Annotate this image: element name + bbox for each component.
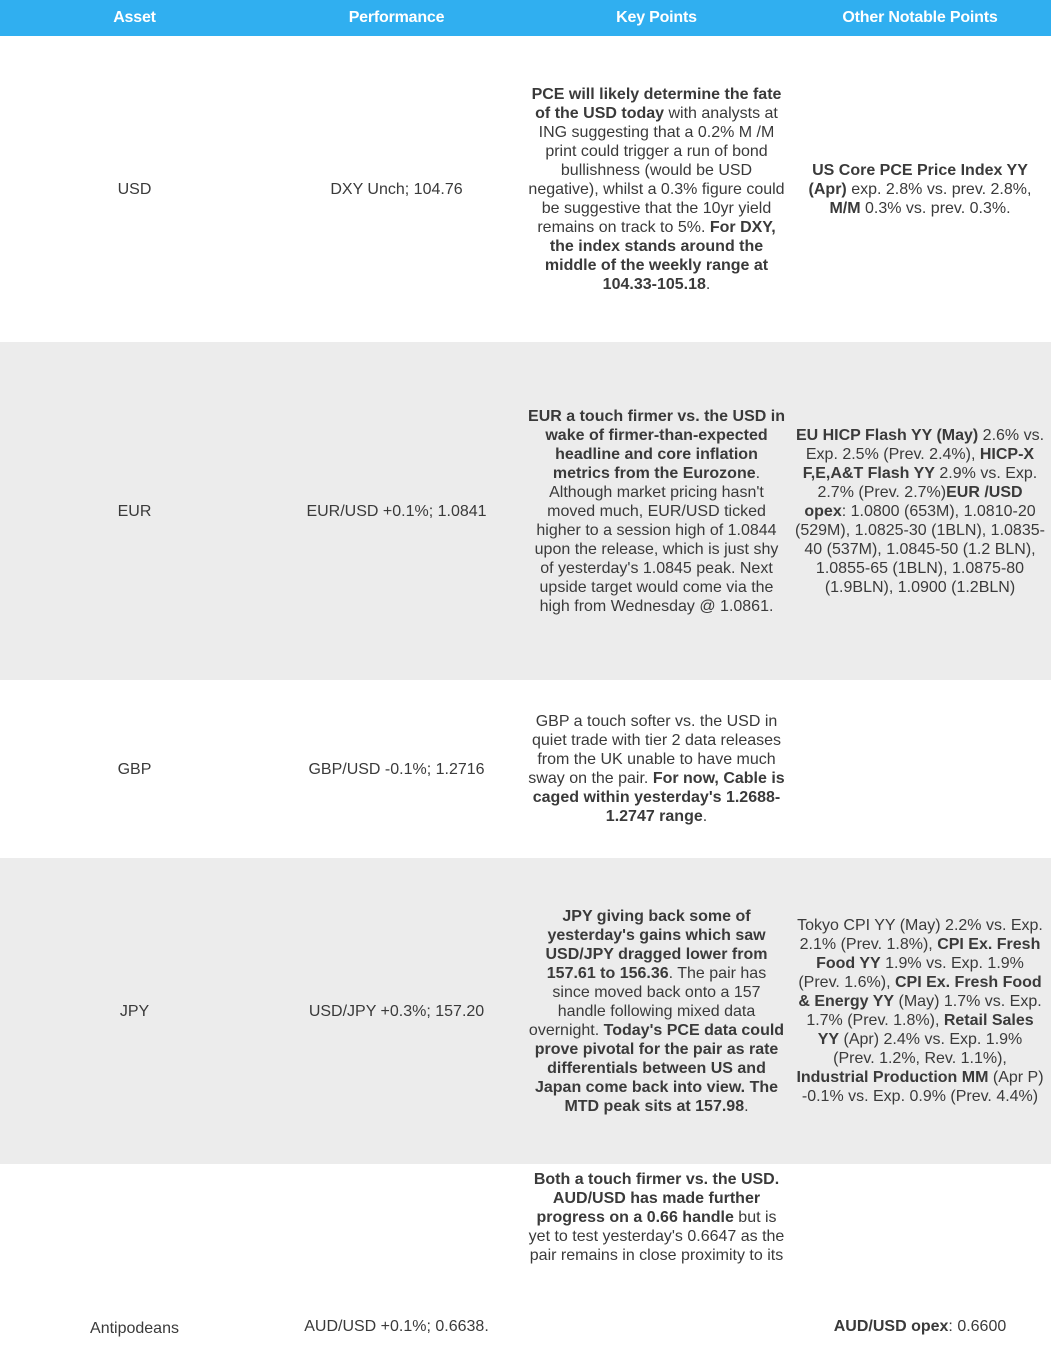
- bold-text-run: EUR /USD opex: [804, 483, 1023, 520]
- bold-text-run: Today's PCE data could prove pivotal for the pair as rate differentials between US and Japan come back into view. The MTD peak sits at 157.98: [534, 1021, 785, 1115]
- text-run: (Apr P) -0.1% vs. Exp. 0.9% (Prev. 4.4%): [801, 1069, 1044, 1105]
- text-run: 1.9% vs. Exp. 1.9% (Prev. 1.6%),: [798, 955, 1024, 991]
- asset-cell: Antipodeans: [90, 1320, 179, 1337]
- text-run: : 1.0800 (653M), 1.0810-20 (529M), 1.0825-30 (1BLN), 1.0835-40 (537M), 1.0845-50 (1.2 BLN), 1.0855-65 (1BLN), 1.0875-80 (1.9BLN), 1.0900 (1.2BLN): [795, 502, 1045, 596]
- text-run: 2.6% vs. Exp. 2.5% (Prev. 2.4%),: [805, 426, 1045, 463]
- performance-cell: GBP/USD -0.1%; 1.2716: [308, 760, 485, 778]
- text-run: GBP a touch softer vs. the USD in quiet trade with tier 2 data releases from the UK unable to have much sway on the pair.: [528, 713, 782, 787]
- bold-text-run: HICP-X F,E,A&T Flash YY: [802, 445, 1035, 482]
- bold-text-run: CPI Ex. Fresh Food YY: [816, 936, 1041, 972]
- text-run: Tokyo CPI YY (May) 2.2% vs. Exp. 2.1% (Prev. 1.8%),: [797, 917, 1043, 953]
- header-other-notable-points: Other Notable Points: [842, 9, 998, 26]
- other-points-cell: [789, 341, 1051, 681]
- table-header: [0, 0, 1051, 37]
- text-run: .: [702, 808, 708, 825]
- text-run: .: [744, 1097, 749, 1115]
- table-row-eur: [0, 341, 1051, 681]
- table-row-antipodeans: [0, 1165, 1051, 1348]
- key-points-cell: [524, 857, 789, 1165]
- performance-cell: AUD/USD +0.1%; 0.6638.: [304, 1318, 489, 1335]
- bold-text-run: Retail Sales YY: [817, 1012, 1034, 1048]
- asset-cell: USD: [117, 180, 152, 198]
- asset-cell: EUR: [117, 502, 152, 520]
- key-points-cell: [524, 37, 789, 341]
- performance-cell: DXY Unch; 104.76: [330, 180, 463, 198]
- bold-text-run: M/M: [829, 199, 861, 217]
- text-run: (May) 1.7% vs. Exp. 1.7% (Prev. 1.8%),: [806, 993, 1042, 1029]
- bold-text-run: JPY giving back some of yesterday's gains which saw USD/JPY dragged lower from 157.61 to 156.36: [545, 907, 768, 982]
- performance-cell: EUR/USD +0.1%; 1.0841: [306, 502, 487, 520]
- key-points-cell: [524, 681, 789, 857]
- header-key-points: Key Points: [616, 9, 697, 26]
- header-performance: Performance: [348, 9, 445, 26]
- key-points-cell: [524, 1165, 789, 1348]
- table-body: [0, 37, 1051, 1348]
- bold-text-run: EUR a touch firmer vs. the USD in wake of firmer-than-expected headline and core inflation metrics from the Eurozone: [528, 407, 785, 482]
- bold-text-run: Both a touch firmer vs. the USD. AUD/USD has made further progress on a 0.66 handle: [533, 1171, 780, 1226]
- text-run: exp. 2.8% vs. prev. 2.8%,: [846, 180, 1032, 198]
- text-run: : 0.6600: [948, 1318, 1007, 1335]
- other-points-cell: [789, 1165, 1051, 1348]
- bold-text-run: AUD/USD opex: [833, 1318, 949, 1335]
- bold-text-run: PCE will likely determine the fate of the USD today: [531, 85, 782, 122]
- text-run: . Although market pricing hasn't moved much, EUR/USD ticked higher to a session high of 1.0844 upon the release, which is just shy of yesterday's 1.0845 peak. Next upside target would come via the high from Wednesday @ 1.0861.: [534, 464, 779, 615]
- table-row-gbp: [0, 681, 1051, 857]
- bold-text-run: For now, Cable is caged within yesterday's 1.2688-1.2747 range: [532, 770, 785, 825]
- text-run: . The pair has since moved back onto a 157 handle following mixed data overnight.: [528, 964, 767, 1039]
- other-points-cell: [789, 37, 1051, 341]
- key-points-cell: [524, 341, 789, 681]
- bold-text-run: For DXY, the index stands around the middle of the weekly range at 104.33-105.18: [544, 218, 776, 293]
- table-row-jpy: [0, 857, 1051, 1165]
- asset-cell: GBP: [117, 760, 152, 778]
- bold-text-run: Industrial Production MM: [796, 1069, 989, 1086]
- text-run: but is yet to test yesterday's 0.6647 as the pair remains in close proximity to its: [528, 1209, 785, 1264]
- other-points-cell: [789, 681, 1051, 857]
- header-row: [0, 0, 1051, 37]
- bold-text-run: US Core PCE Price Index YY (Apr): [808, 161, 1028, 198]
- bold-text-run: CPI Ex. Fresh Food & Energy YY: [798, 974, 1042, 1010]
- header-asset: Asset: [113, 9, 156, 26]
- text-run: 0.3% vs. prev. 0.3%.: [860, 199, 1011, 217]
- text-run: .: [705, 275, 711, 293]
- other-points-cell: [789, 857, 1051, 1165]
- text-run: 2.9% vs. Exp. 2.7% (Prev. 2.7%): [817, 464, 1038, 501]
- performance-cell: USD/JPY +0.3%; 157.20: [308, 1002, 485, 1020]
- bold-text-run: EU HICP Flash YY (May): [795, 426, 979, 444]
- text-run: with analysts at ING suggesting that a 0.2% M /M print could trigger a run of bond bullishness (would be USD negative), whilst a 0.3% figure could be suggestive that the 10yr yield remains on track to 5%.: [528, 104, 785, 236]
- table-row-usd: [0, 37, 1051, 341]
- asset-cell: JPY: [119, 1002, 150, 1020]
- text-run: (Apr) 2.4% vs. Exp. 1.9% (Prev. 1.2%, Rev. 1.1%),: [833, 1031, 1023, 1067]
